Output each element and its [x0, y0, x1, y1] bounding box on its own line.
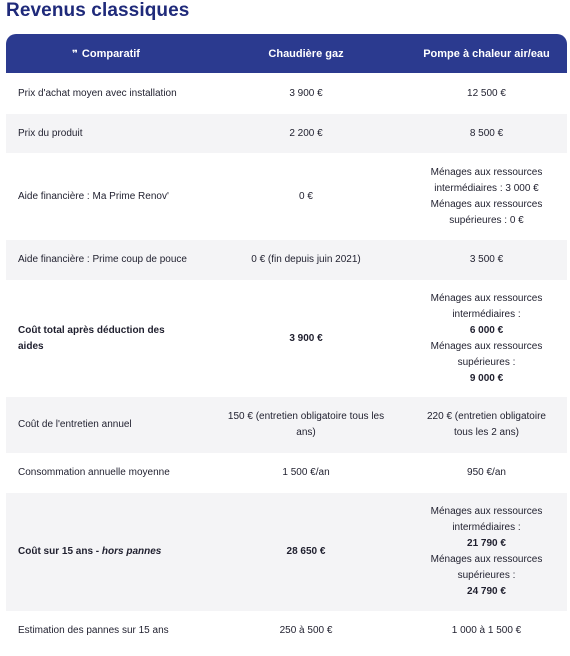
- cell-line: 6 000 €: [469, 324, 504, 336]
- cell-line: intermédiaires :: [452, 522, 521, 533]
- table-row: [6, 453, 567, 493]
- row-label: [6, 323, 206, 355]
- header-col1-label: Comparatif: [81, 47, 140, 60]
- cell-line: supérieures : 0 €: [449, 214, 524, 226]
- cell-line: intermédiaires :: [452, 308, 521, 320]
- cell-gaz: 1 500 €/an: [282, 467, 330, 478]
- cell-gaz: 2 200 €: [289, 127, 323, 139]
- cell-line: tous les 2 ans): [453, 427, 520, 438]
- table-row: [6, 280, 567, 397]
- row-label: Prix d'achat moyen avec installation: [18, 87, 177, 99]
- header-comparatif: [6, 48, 206, 60]
- cell-gaz: 0 €: [299, 190, 313, 202]
- cell-pac: 8 500 €: [469, 127, 504, 139]
- table-row: [6, 240, 567, 280]
- table-row: [6, 493, 567, 611]
- cell-line: Ménages aux ressources: [430, 198, 543, 210]
- row-label: Consommation annuelle moyenne: [18, 467, 170, 478]
- cell-line: 24 790 €: [467, 586, 506, 597]
- cell-line: Ménages aux ressources: [430, 554, 543, 565]
- cell-pac: [406, 504, 567, 600]
- cell-line: ans): [296, 427, 316, 438]
- cell-line: 220 € (entretien obligatoire: [427, 411, 546, 422]
- row-label: Aide financière : Ma Prime Renov': [18, 190, 169, 202]
- cell-pac: 3 500 €: [469, 254, 504, 265]
- label-italic: hors pannes: [101, 546, 162, 557]
- row-label: Estimation des pannes sur 15 ans: [18, 625, 169, 636]
- table-row: [6, 114, 567, 153]
- header-col2: Chaudière gaz: [268, 47, 344, 60]
- label-line: Coût total après déduction des: [18, 324, 165, 336]
- cell-line: 150 € (entretien obligatoire tous les: [227, 411, 385, 422]
- cell-line: 21 790 €: [467, 538, 506, 549]
- table-row: [6, 153, 567, 240]
- cell-line: Ménages aux ressources: [430, 292, 543, 304]
- cell-line: Ménages aux ressources: [430, 166, 543, 178]
- row-label: Aide financière : Prime coup de pouce: [18, 254, 187, 265]
- header-col3: Pompe à chaleur air/eau: [423, 47, 550, 60]
- cell-gaz: [206, 409, 406, 441]
- cell-gaz: 3 900 €: [289, 87, 323, 99]
- table-header: [6, 34, 567, 73]
- table-row: [6, 73, 567, 114]
- label-line: aides: [18, 340, 44, 352]
- cell-gaz: 28 650 €: [286, 546, 326, 557]
- row-label: [6, 544, 206, 560]
- cell-pac: 1 000 à 1 500 €: [451, 625, 522, 636]
- cell-line: Ménages aux ressources: [430, 506, 543, 517]
- quote-icon: ❞: [72, 48, 78, 60]
- cell-pac: [406, 165, 567, 229]
- cell-line: supérieures :: [457, 570, 516, 581]
- cell-gaz: 3 900 €: [289, 332, 323, 344]
- cell-line: intermédiaires : 3 000 €: [434, 182, 539, 194]
- table-row: [6, 611, 567, 651]
- cell-pac: [406, 409, 567, 441]
- cell-gaz: 250 à 500 €: [279, 625, 333, 636]
- cell-pac: [406, 291, 567, 387]
- page-title: Revenus classiques: [6, 0, 190, 21]
- cell-line: supérieures :: [457, 356, 516, 368]
- cell-pac: 950 €/an: [467, 467, 506, 478]
- cell-pac: 12 500 €: [467, 87, 506, 99]
- label-part: Coût sur 15 ans -: [18, 546, 102, 557]
- cell-gaz: 0 € (fin depuis juin 2021): [251, 254, 361, 265]
- table-row: [6, 397, 567, 453]
- row-label: Coût de l'entretien annuel: [18, 419, 132, 430]
- cell-line: Ménages aux ressources: [430, 340, 543, 352]
- cell-line: 9 000 €: [469, 372, 504, 384]
- row-label: Prix du produit: [18, 127, 83, 139]
